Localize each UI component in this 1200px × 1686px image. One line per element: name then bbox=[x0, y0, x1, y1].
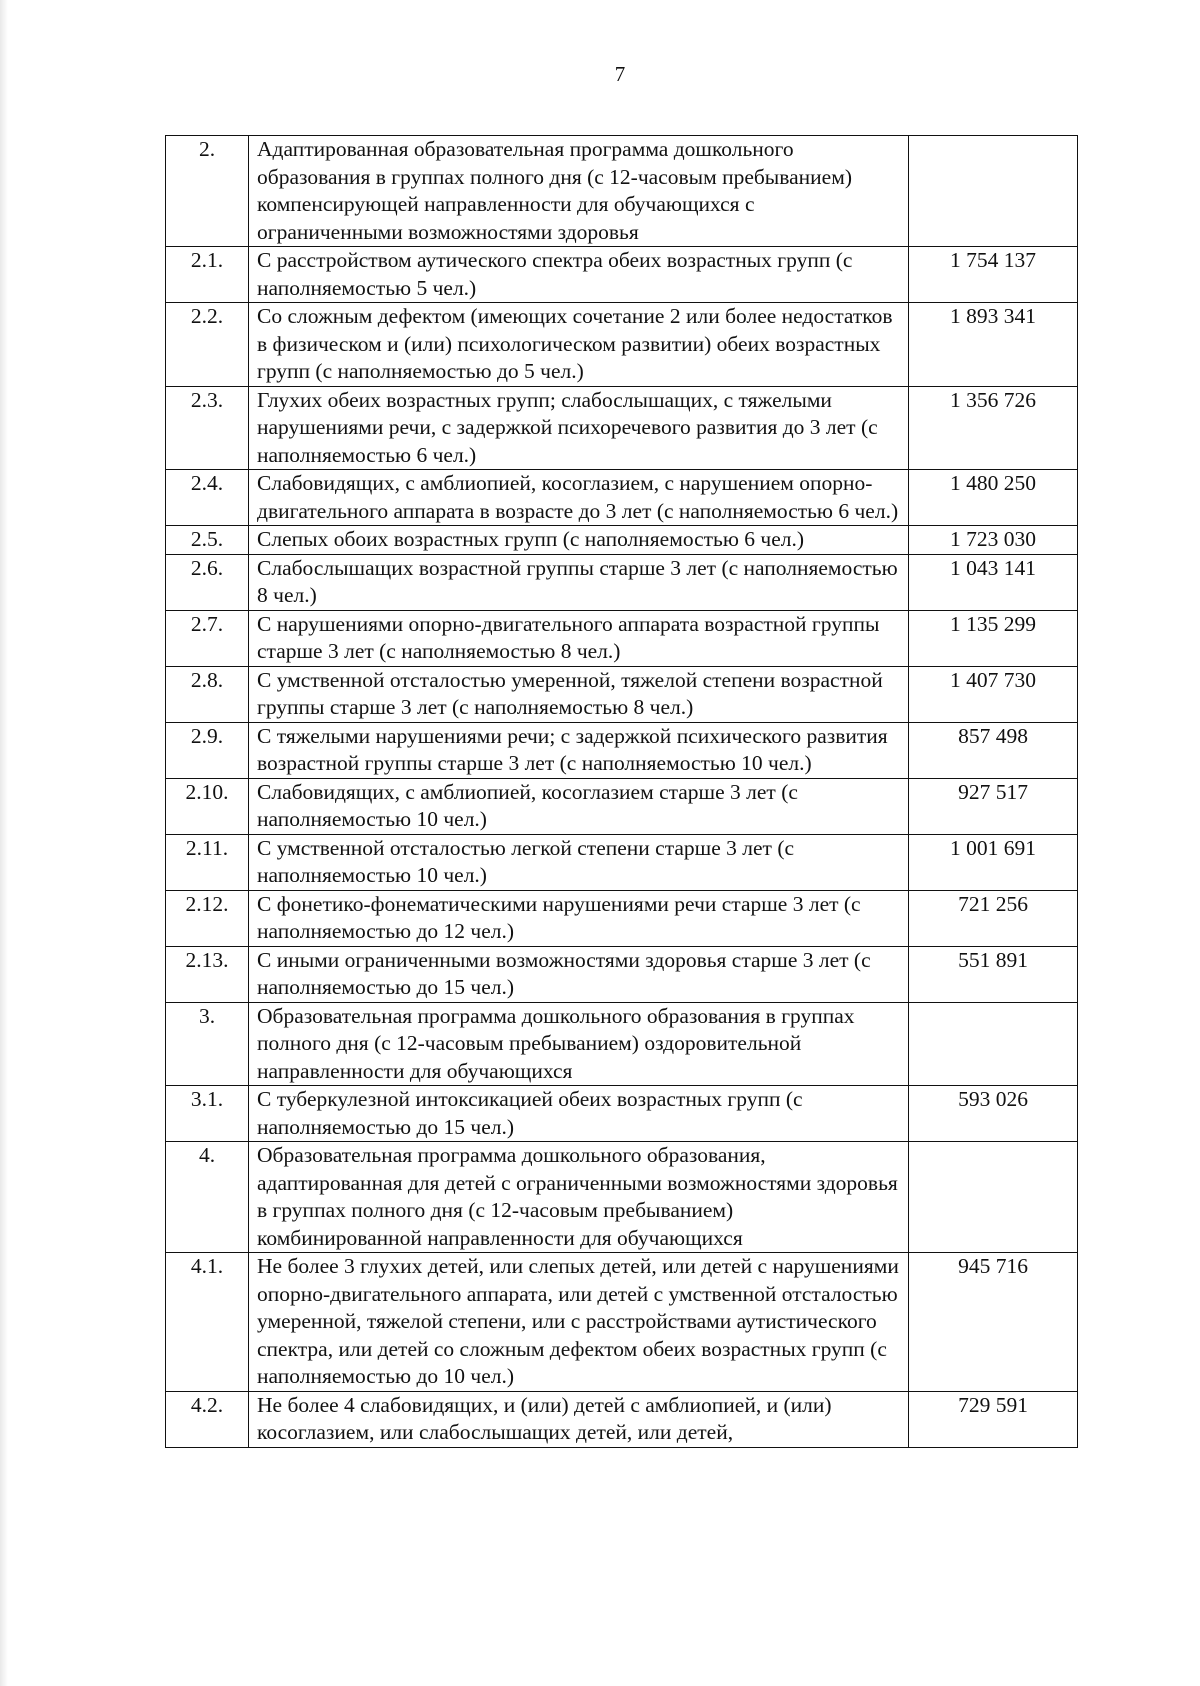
table-row bbox=[166, 666, 1078, 722]
row-number: 3. bbox=[166, 1002, 249, 1086]
table-row bbox=[166, 890, 1078, 946]
table-row bbox=[166, 303, 1078, 387]
row-description: Образовательная программа дошкольного образования в группах полного дня (с 12-часовым пребыванием) оздоровительной направленности для обучающихся bbox=[249, 1002, 909, 1086]
row-description: Слабовидящих, с амблиопией, косоглазием старше 3 лет (с наполняемостью 10 чел.) bbox=[249, 778, 909, 834]
table-row bbox=[166, 136, 1078, 247]
row-value: 945 716 bbox=[909, 1253, 1078, 1392]
row-number: 2.9. bbox=[166, 722, 249, 778]
table-row bbox=[166, 470, 1078, 526]
row-value: 1 135 299 bbox=[909, 610, 1078, 666]
row-description: С туберкулезной интоксикацией обеих возрастных групп (с наполняемостью до 15 чел.) bbox=[249, 1086, 909, 1142]
table-row bbox=[166, 1253, 1078, 1392]
row-description: С нарушениями опорно-двигательного аппарата возрастной группы старше 3 лет (с наполняемостью 8 чел.) bbox=[249, 610, 909, 666]
row-number: 4.1. bbox=[166, 1253, 249, 1392]
row-value: 551 891 bbox=[909, 946, 1078, 1002]
table-row bbox=[166, 834, 1078, 890]
row-number: 2.2. bbox=[166, 303, 249, 387]
row-number: 2.13. bbox=[166, 946, 249, 1002]
table-row bbox=[166, 1391, 1078, 1447]
row-value: 1 480 250 bbox=[909, 470, 1078, 526]
table-row bbox=[166, 1142, 1078, 1253]
row-number: 2.12. bbox=[166, 890, 249, 946]
row-value: 857 498 bbox=[909, 722, 1078, 778]
scan-edge-shadow bbox=[0, 0, 8, 1686]
row-value: 1 754 137 bbox=[909, 247, 1078, 303]
row-number: 2.4. bbox=[166, 470, 249, 526]
table-body bbox=[166, 136, 1078, 1448]
row-value: 1 356 726 bbox=[909, 386, 1078, 470]
row-description: Глухих обеих возрастных групп; слабослышащих, с тяжелыми нарушениями речи, с задержкой психоречевого развития до 3 лет (с наполняемостью 6 чел.) bbox=[249, 386, 909, 470]
row-number: 2.3. bbox=[166, 386, 249, 470]
row-description: Образовательная программа дошкольного образования, адаптированная для детей с ограниченными возможностями здоровья в группах полного дня (с 12-часовым пребыванием) комбинированной направленности для обучающихся bbox=[249, 1142, 909, 1253]
row-value bbox=[909, 136, 1078, 247]
table-row bbox=[166, 554, 1078, 610]
table-row bbox=[166, 1086, 1078, 1142]
page-number: 7 bbox=[614, 62, 626, 86]
row-value: 1 723 030 bbox=[909, 526, 1078, 555]
row-description: С иными ограниченными возможностями здоровья старше 3 лет (с наполняемостью до 15 чел.) bbox=[249, 946, 909, 1002]
row-value: 1 001 691 bbox=[909, 834, 1078, 890]
row-value: 1 043 141 bbox=[909, 554, 1078, 610]
row-description: С расстройством аутического спектра обеих возрастных групп (с наполняемостью 5 чел.) bbox=[249, 247, 909, 303]
table-row bbox=[166, 722, 1078, 778]
row-description: Не более 4 слабовидящих, и (или) детей с амблиопией, и (или) косоглазием, или слабослышащих детей, или детей, bbox=[249, 1391, 909, 1447]
table-row bbox=[166, 526, 1078, 555]
row-description: С умственной отсталостью легкой степени старше 3 лет (с наполняемостью 10 чел.) bbox=[249, 834, 909, 890]
row-number: 2.6. bbox=[166, 554, 249, 610]
row-value bbox=[909, 1142, 1078, 1253]
row-description: С умственной отсталостью умеренной, тяжелой степени возрастной группы старше 3 лет (с наполняемостью 8 чел.) bbox=[249, 666, 909, 722]
table-row bbox=[166, 946, 1078, 1002]
row-number: 2.11. bbox=[166, 834, 249, 890]
row-value: 927 517 bbox=[909, 778, 1078, 834]
row-number: 4. bbox=[166, 1142, 249, 1253]
row-value: 1 893 341 bbox=[909, 303, 1078, 387]
row-number: 2.5. bbox=[166, 526, 249, 555]
tariff-table bbox=[165, 135, 1078, 1448]
row-value: 593 026 bbox=[909, 1086, 1078, 1142]
row-value: 721 256 bbox=[909, 890, 1078, 946]
row-number: 2.1. bbox=[166, 247, 249, 303]
row-description: С фонетико-фонематическими нарушениями речи старше 3 лет (с наполняемостью до 12 чел.) bbox=[249, 890, 909, 946]
table-row bbox=[166, 1002, 1078, 1086]
table-row bbox=[166, 778, 1078, 834]
table-row bbox=[166, 247, 1078, 303]
row-description: Со сложным дефектом (имеющих сочетание 2 или более недостатков в физическом и (или) психологическом развитии) обеих возрастных групп (с наполняемостью до 5 чел.) bbox=[249, 303, 909, 387]
row-number: 4.2. bbox=[166, 1391, 249, 1447]
row-description: Слепых обоих возрастных групп (с наполняемостью 6 чел.) bbox=[249, 526, 909, 555]
row-description: Слабовидящих, с амблиопией, косоглазием, с нарушением опорно-двигательного аппарата в возрасте до 3 лет (с наполняемостью 6 чел.) bbox=[249, 470, 909, 526]
row-number: 3.1. bbox=[166, 1086, 249, 1142]
row-description: С тяжелыми нарушениями речи; с задержкой психического развития возрастной группы старше 3 лет (с наполняемостью 10 чел.) bbox=[249, 722, 909, 778]
row-value: 1 407 730 bbox=[909, 666, 1078, 722]
row-number: 2.10. bbox=[166, 778, 249, 834]
row-number: 2.8. bbox=[166, 666, 249, 722]
row-description: Не более 3 глухих детей, или слепых детей, или детей с нарушениями опорно-двигательного аппарата, или детей с умственной отсталостью умеренной, тяжелой степени, или с расстройствами аутистического спектра, или детей со сложным дефектом обеих возрастных групп (с наполняемостью до 10 чел.) bbox=[249, 1253, 909, 1392]
row-description: Адаптированная образовательная программа дошкольного образования в группах полного дня (с 12-часовым пребыванием) компенсирующей направленности для обучающихся с ограниченными возможностями здоровья bbox=[249, 136, 909, 247]
row-number: 2. bbox=[166, 136, 249, 247]
table-row bbox=[166, 386, 1078, 470]
table-row bbox=[166, 610, 1078, 666]
row-value: 729 591 bbox=[909, 1391, 1078, 1447]
row-description: Слабослышащих возрастной группы старше 3 лет (с наполняемостью 8 чел.) bbox=[249, 554, 909, 610]
row-number: 2.7. bbox=[166, 610, 249, 666]
row-value bbox=[909, 1002, 1078, 1086]
